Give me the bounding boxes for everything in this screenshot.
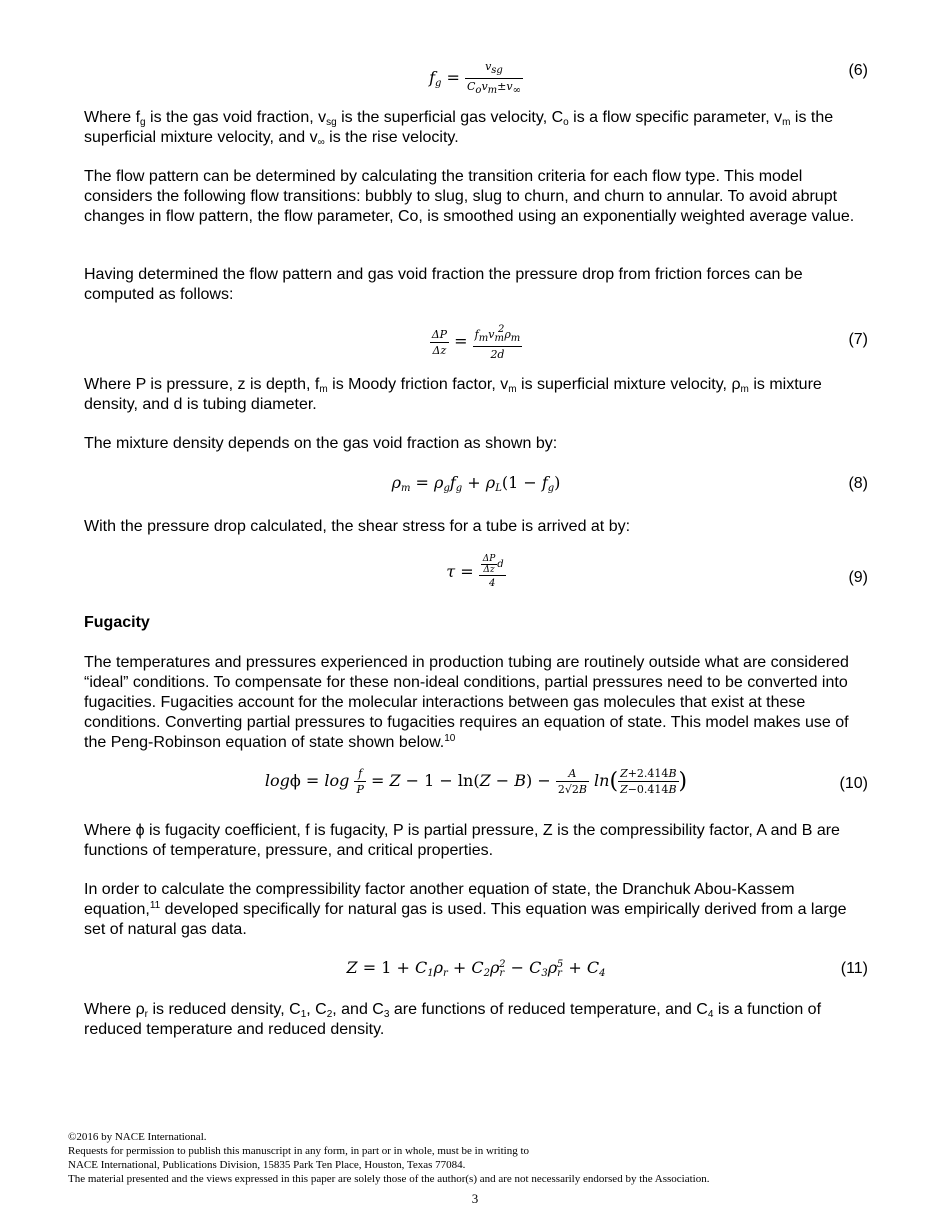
equation-9-number: (9) <box>848 569 868 586</box>
page-number: 3 <box>471 1191 479 1206</box>
equation-8: $\rho_m = \rho_gf_g + \rho_L(1 - f_g)$ (8) <box>391 473 868 494</box>
footer-copyright: ©2016 by NACE International. <box>68 1131 207 1143</box>
paragraph-reduced-density: Where $\rho_r$ is reduced density, $C_1$, $C_2$, and $C_3$ are functions of reduced temperature, and $C_4$ is a function of reduced temperature and reduced density. <box>84 1001 822 1038</box>
paragraph-shear-stress: With the pressure drop calculated, the shear stress for a tube is arrived at by: <box>84 518 631 535</box>
footer-disclaimer: The material presented and the views expressed in this paper are solely those of the author(s) and are not necessarily endorsed by the Association. <box>68 1173 710 1185</box>
equation-11-number: (11) <box>840 960 868 977</box>
equation-7-number: (7) <box>848 331 868 348</box>
footer-permission: Requests for permission to publish this manuscript in any form, in part or in whole, must be in writing to <box>68 1145 530 1157</box>
paragraph-compressibility: In order to calculate the compressibility factor another equation of state, the Dranchuk Abou-Kassem equation,$^{11}$ developed specifically for natural gas is used. This equation was empirically derived from a large set of natural gas data. <box>84 881 847 938</box>
equation-10: logϕ = log $\frac{f}{P}$ = Z − 1 − ln(Z − B) − $\frac{A}{2√2B}$ ln( $\frac{Z+2.414B}{Z-0.414B}$ ) (10) <box>264 767 868 796</box>
paragraph-void-fraction: Where $f_g$ is the gas void fraction, $v_{sg}$ is the superficial gas velocity, $C_o$ is a flow specific parameter, $v_m$ is the superficial mixture velocity, and $v_\infty$ is the rise velocity. <box>84 109 834 148</box>
copyright-footer <box>68 1130 888 1186</box>
paragraph-fugacity-definitions: Where ϕ is fugacity coefficient, f is fugacity, P is partial pressure, Z is the compressibility factor, A and B are functions of temperature, pressure, and critical properties. <box>84 822 840 859</box>
equation-10-number: (10) <box>839 775 868 792</box>
equation-6-number: (6) <box>848 62 868 79</box>
paragraph-pressure-definitions: Where P is pressure, z is depth, $f_m$ is Moody friction factor, $v_m$ is superficial mixture velocity, $\rho_m$ is mixture density, and d is tubing diameter. <box>84 376 822 413</box>
paragraph-flow-pattern: The flow pattern can be determined by calculating the transition criteria for each flow type. This model considers the following flow transitions: bubbly to slug, slug to churn, and churn to annular. To avoid abrupt changes in flow pattern, the flow parameter, Co, is smoothed using an exponentially weighted average value. <box>84 168 855 225</box>
section-heading-fugacity: Fugacity <box>84 614 150 631</box>
equation-8-number: (8) <box>848 475 868 492</box>
paragraph-pressure-drop-intro: Having determined the flow pattern and gas void fraction the pressure drop from friction forces can be computed as follows: <box>84 266 803 303</box>
equation-11: $Z = 1 + C_1\rho_r + C_2\rho_r^2 - C_3\rho_r^5 + C_4$ (11) <box>346 958 868 979</box>
footer-address: NACE International, Publications Division, 15835 Park Ten Place, Houston, Texas 77084. <box>68 1159 466 1171</box>
paragraph-fugacity-intro: The temperatures and pressures experienced in production tubing are routinely outside what are considered “ideal” conditions. To compensate for these non-ideal conditions, partial pressures need to be converted into fugacities. Fugacities account for the molecular interactions between gas molecules that exist at these conditions. Converting partial pressures to fugacities requires an equation of state. This model makes use of the Peng-Robinson equation of state shown below.$^{10}$ <box>84 654 849 751</box>
equation-6: $f_g$ = $\frac{\text{vsg}}{\text{Covm±v∞}}$ (6) <box>429 60 868 96</box>
paragraph-mixture-density: The mixture density depends on the gas void fraction as shown by: <box>84 435 558 452</box>
equation-7: $\frac{\Delta P}{\Delta z}$ = $\frac{\text{fmvm2ρm}}{2d}$ (7) <box>431 324 868 361</box>
equation-9: τ = $\frac{\Delta P}{\Delta z}$ d 4 (9) <box>446 554 868 589</box>
